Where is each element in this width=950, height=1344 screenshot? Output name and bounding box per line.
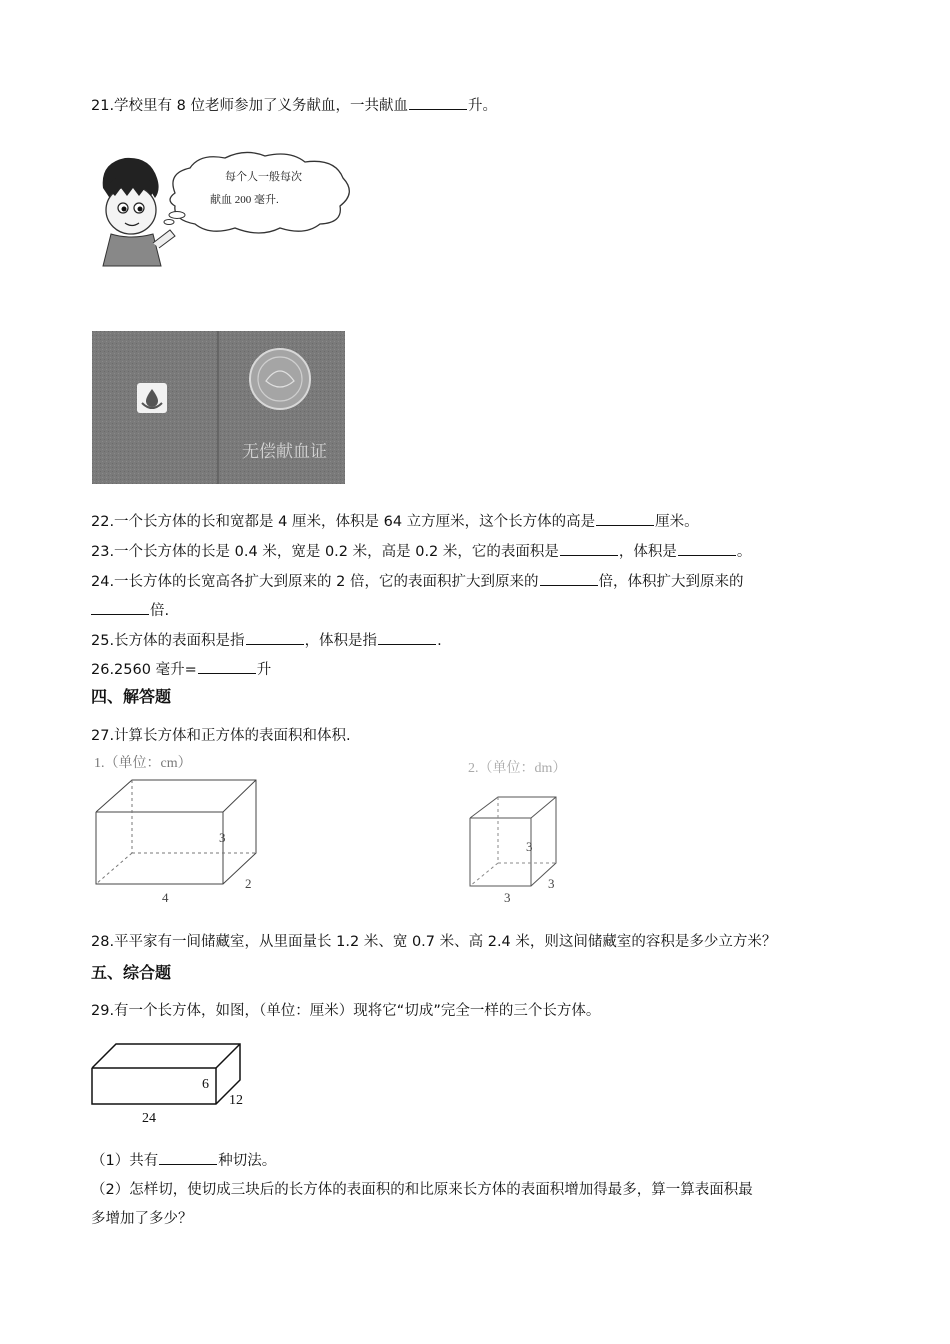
q22-unit: 厘米。 xyxy=(655,514,699,530)
fig1-height-label: 3 xyxy=(219,830,226,845)
answer-blank xyxy=(246,630,304,645)
question-24 xyxy=(91,571,744,592)
q25-text: 25.长方体的表面积是指 xyxy=(91,633,245,649)
answer-blank xyxy=(91,600,149,615)
q29-1-text: （1）共有 xyxy=(91,1153,159,1169)
answer-blank xyxy=(596,511,654,526)
fig3-length-label: 24 xyxy=(142,1111,156,1126)
section-5-heading: 五、综合题 xyxy=(91,963,172,982)
question-29-part-2-line-2: 多增加了多少？ xyxy=(91,1211,193,1227)
q24-text-b: 倍，体积扩大到原来的 xyxy=(598,574,744,590)
section-4-heading: 四、解答题 xyxy=(91,687,172,706)
question-21 xyxy=(91,95,497,116)
answer-blank xyxy=(540,571,598,586)
question-25 xyxy=(91,630,442,651)
fig2-height-label: 3 xyxy=(526,839,533,854)
q23-text: 23.一个长方体的长是 0.4 米，宽是 0.2 米，高是 0.2 米，它的表面积是 xyxy=(91,544,559,560)
blood-donation-certificate-image xyxy=(92,331,345,484)
fig2-length-label: 3 xyxy=(504,890,511,905)
fig3-width-label: 12 xyxy=(229,1093,243,1108)
fig3-height-label: 6 xyxy=(202,1077,209,1092)
q24-text-c: 倍. xyxy=(150,603,170,619)
fig1-caption: 1.（单位：cm） xyxy=(94,756,192,771)
bubble-line-2: 献血 200 毫升. xyxy=(210,194,279,206)
q23-text-c: 。 xyxy=(736,544,752,560)
q26-text: 26.2560 毫升= xyxy=(91,662,197,678)
boy-with-speech-bubble-image xyxy=(95,148,360,273)
q25-text-b: ，体积是指 xyxy=(304,633,378,649)
q29-1-text-b: 种切法。 xyxy=(218,1153,277,1169)
question-28: 28.平平家有一间储藏室，从里面量长 1.2 米、宽 0.7 米、高 2.4 米，则这间储藏室的容积是多少立方米？ xyxy=(91,934,777,950)
fig1-length-label: 4 xyxy=(162,890,169,905)
question-26 xyxy=(91,659,271,680)
question-29-part-2-line-1: （2）怎样切，使切成三块后的长方体的表面积的和比原来长方体的表面积增加得最多，算一算表面积最 xyxy=(91,1182,753,1198)
question-29: 29.有一个长方体，如图，（单位：厘米）现将它“切成”完全一样的三个长方体。 xyxy=(91,1003,601,1019)
q21-unit: 升。 xyxy=(468,98,498,114)
answer-blank xyxy=(409,95,467,110)
fig2-caption: 2.（单位：dm） xyxy=(468,761,567,776)
answer-blank xyxy=(678,541,736,556)
cuboid-figure-29 xyxy=(86,1038,256,1128)
question-22 xyxy=(91,511,699,532)
q26-unit: 升 xyxy=(256,662,272,678)
certificate-title: 无偿献血证 xyxy=(242,442,327,461)
answer-blank xyxy=(198,659,256,674)
answer-blank xyxy=(560,541,618,556)
question-24-continued xyxy=(91,600,169,621)
answer-blank xyxy=(159,1150,217,1165)
cube-figure xyxy=(460,755,575,910)
q23-text-b: ，体积是 xyxy=(618,544,677,560)
question-29-part-1 xyxy=(91,1150,276,1171)
question-23 xyxy=(91,541,751,562)
fig2-width-label: 3 xyxy=(548,876,555,891)
fig1-width-label: 2 xyxy=(245,876,252,891)
cuboid-figure xyxy=(88,750,273,910)
answer-blank xyxy=(378,630,436,645)
bubble-line-1: 每个人一般每次 xyxy=(225,171,302,183)
q24-text: 24.一长方体的长宽高各扩大到原来的 2 倍，它的表面积扩大到原来的 xyxy=(91,574,539,590)
q21-text: 21.学校里有 8 位老师参加了义务献血，一共献血 xyxy=(91,98,409,114)
question-27: 27.计算长方体和正方体的表面积和体积. xyxy=(91,728,351,744)
q25-text-c: . xyxy=(437,633,442,649)
q22-text: 22.一个长方体的长和宽都是 4 厘米，体积是 64 立方厘米，这个长方体的高是 xyxy=(91,514,596,530)
